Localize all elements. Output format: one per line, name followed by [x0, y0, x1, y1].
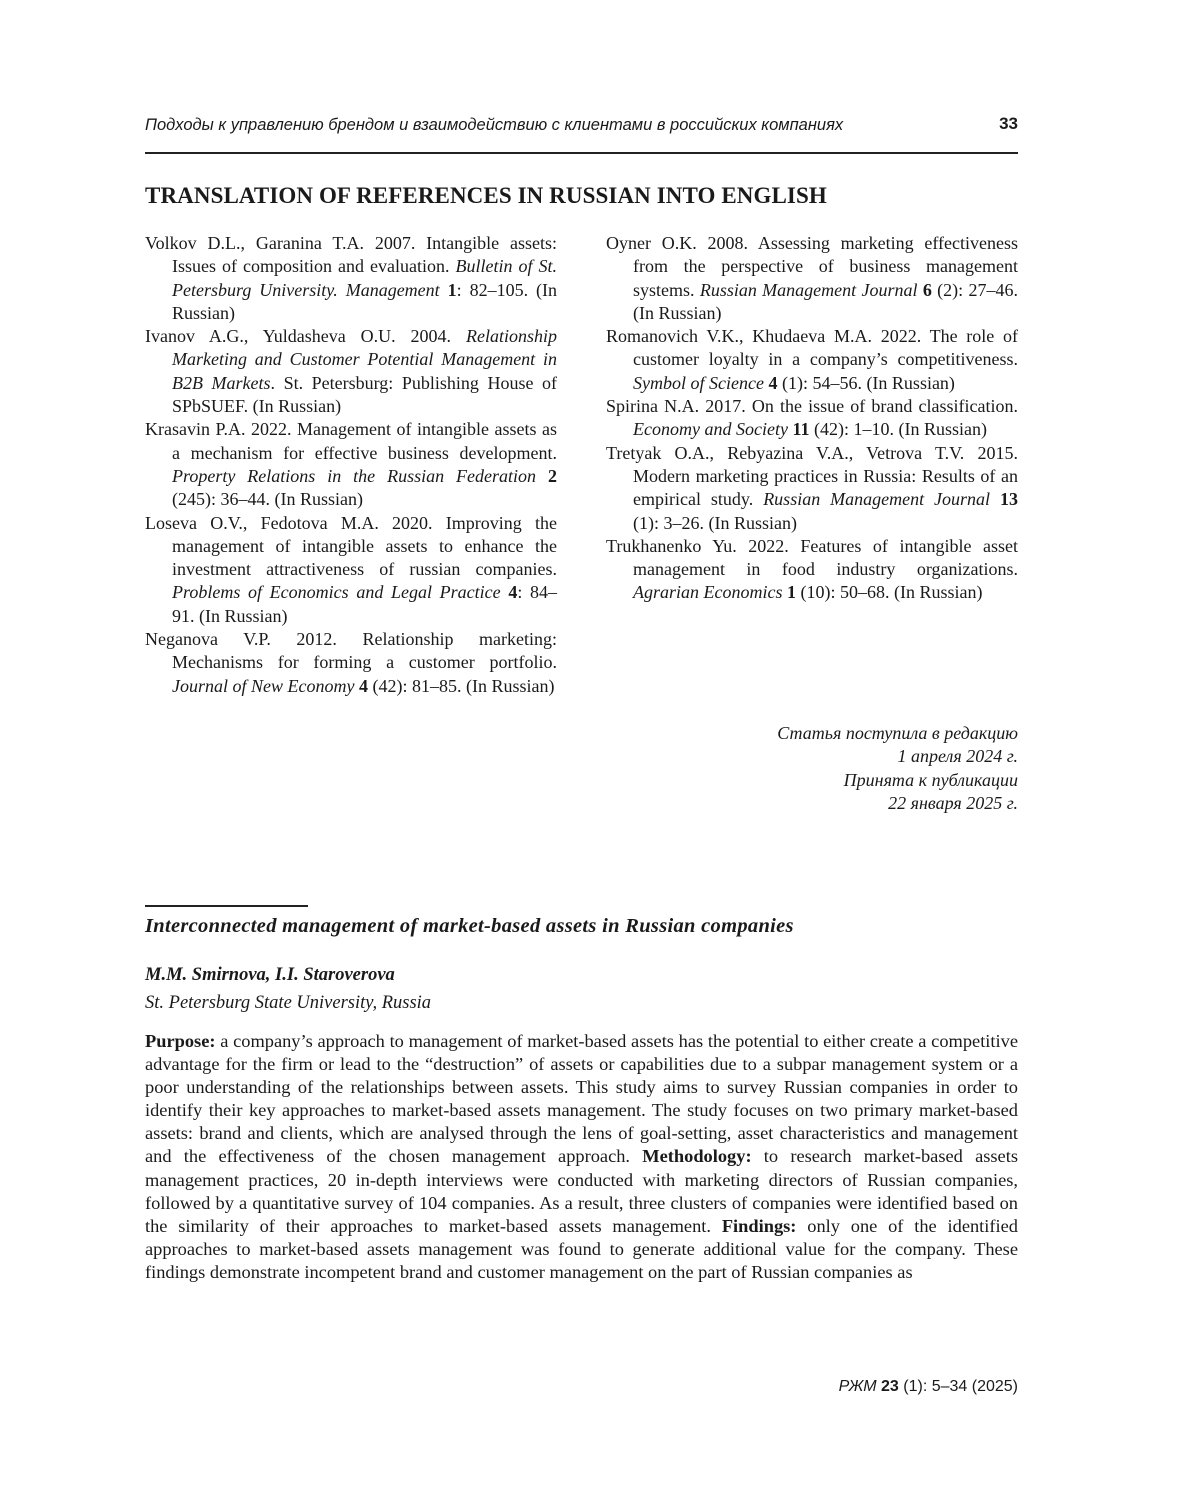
- accepted-label: Принята к публикации: [843, 769, 1018, 790]
- journal-issue: (1): 5–34 (2025): [898, 1378, 1018, 1395]
- received-date: 1 апреля 2024 г.: [897, 746, 1018, 767]
- reference-item: Tretyak O.A., Rebyazina V.A., Vetrova T.V. 2015. Modern marketing practices in Russia: Results of an empirical study. Russian Management Journal 13 (1): 3–26. (In Russian): [606, 442, 1018, 533]
- page-number: 33: [999, 114, 1018, 133]
- article-affiliation: St. Petersburg State University, Russia: [145, 993, 432, 1013]
- references-heading: TRANSLATION OF REFERENCES IN RUSSIAN INTO ENGLISH: [145, 183, 827, 208]
- reference-item: Romanovich V.K., Khudaeva M.A. 2022. The role of customer loyalty in a company’s competitiveness. Symbol of Science 4 (1): 54–56. (In Russian): [606, 326, 1018, 393]
- reference-item: Loseva O.V., Fedotova M.A. 2020. Improving the management of intangible assets to enhance the investment attractiveness of russian companies. Problems of Economics and Legal Practice 4: 84–91. (In Russian): [145, 512, 557, 626]
- accepted-date: 22 января 2025 г.: [888, 792, 1018, 813]
- reference-item: Oyner O.K. 2008. Assessing marketing effectiveness from the perspective of business management systems. Russian Management Journal 6 (2): 27–46. (In Russian): [606, 233, 1018, 323]
- reference-item: Volkov D.L., Garanina T.A. 2007. Intangible assets: Issues of composition and evaluation. Bulletin of St. Petersburg University. Management 1: 82–105. (In Russian): [145, 233, 558, 323]
- findings-label: Findings:: [721, 1215, 797, 1236]
- reference-item: Neganova V.P. 2012. Relationship marketing: Mechanisms for forming a customer portfolio. Journal of New Economy 4 (42): 81–85. (In Russian): [145, 629, 557, 696]
- journal-name: РЖМ: [838, 1378, 877, 1395]
- reference-item: Krasavin P.A. 2022. Management of intangible assets as a mechanism for effective business development. Property Relations in the Russian Federation 2 (245): 36–44. (In Russian): [145, 419, 557, 510]
- journal-volume: 23: [881, 1378, 899, 1395]
- methodology-label: Methodology:: [642, 1146, 752, 1167]
- running-title: Подходы к управлению брендом и взаимодействию с клиентами в российских компаниях: [145, 116, 844, 134]
- journal-footer: [839, 1378, 1018, 1396]
- article-authors: M.M. Smirnova, I.I. Staroverova: [145, 965, 395, 985]
- received-label: Статья поступила в редакцию: [777, 723, 1018, 743]
- reference-item: Spirina N.A. 2017. On the issue of brand classification. Economy and Society 11 (42): 1–10. (In Russian): [606, 396, 1018, 440]
- running-header: [145, 112, 1018, 154]
- section-divider: [145, 905, 308, 907]
- purpose-label: Purpose:: [145, 1031, 216, 1051]
- references-left-column: [145, 232, 557, 698]
- abstract: Purpose: a company’s approach to management of market-based assets has the potential to either create a competitive advantage for the firm or lead to the “destruction” of assets or capabilities due to a subpar management system or a poor understanding of the relationships between assets. This study aims to survey Russian companies in order to identify their key approaches to market-based assets management. The study focuses on two primary market-based assets: brand and clients, which are analysed through the lens of goal-setting, asset characteristics and management and the effectiveness of the chosen management approach. Methodology: to research market-based assets management practices, 20 in-depth interviews were conducted with marketing directors of Russian companies, followed by a quantitative survey of 104 companies. As a result, three clusters of companies were identified based on the similarity of their approaches to market-based assets management. Findings: only one of the identified approaches to market-based assets management was found to generate additional value for the company. These findings demonstrate incompetent brand and customer management on the part of Russian companies as: [145, 1031, 1018, 1282]
- reference-item: Trukhanenko Yu. 2022. Features of intangible asset management in food industry organizations. Agrarian Economics 1 (10): 50–68. (In Russian): [606, 535, 1018, 603]
- references-right-column: [606, 232, 1018, 605]
- received-note: [777, 722, 1018, 815]
- article-title: Interconnected management of market-based assets in Russian companies: [145, 915, 794, 937]
- reference-item: Ivanov A.G., Yuldasheva O.U. 2004. Relationship Marketing and Customer Potential Management in B2B Markets. St. Petersburg: Publishing House of SPbSUEF. (In Russian): [145, 326, 557, 417]
